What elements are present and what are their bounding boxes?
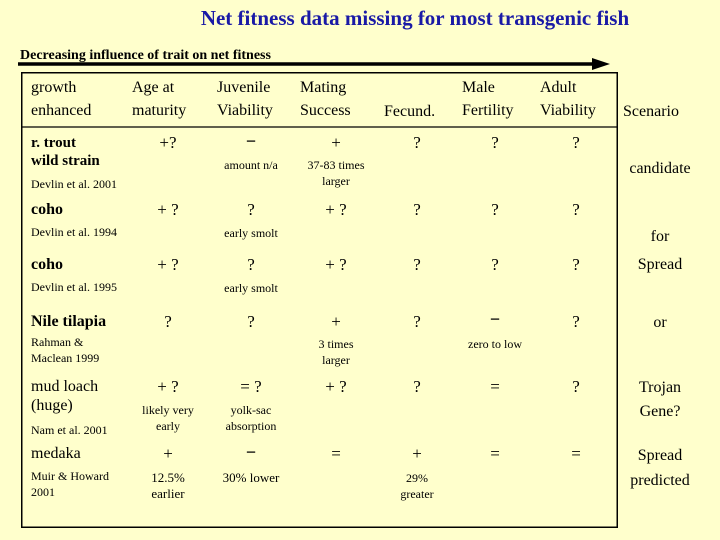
adult-value: ?: [572, 377, 580, 396]
adult-value: =: [571, 444, 581, 463]
age-value: + ?: [157, 377, 179, 396]
row-ref: Nam et al. 2001: [31, 423, 108, 437]
age-note: 12.5% earlier: [151, 470, 185, 501]
scenario-text: Gene?: [639, 403, 681, 420]
row-name-nile-tilapia: Nile tilapia: [31, 313, 107, 330]
juvenile-note: yolk-sac absorption: [225, 403, 277, 434]
mating-value: =: [331, 444, 341, 463]
header-age-at-maturity: Age at maturity: [132, 79, 187, 120]
scenario-text: predicted: [630, 472, 690, 489]
mating-value: +: [331, 133, 341, 152]
scenario-text: or: [653, 314, 667, 331]
juvenile-value: = ?: [240, 377, 262, 396]
adult-value: ?: [572, 255, 580, 274]
mating-note: 37-83 times larger: [307, 158, 365, 189]
male-value: ?: [491, 255, 499, 274]
row-ref: Rahman & Maclean 1999: [31, 335, 100, 366]
row-name-medaka: medaka: [31, 445, 81, 462]
scenario-text: Spread: [637, 256, 683, 273]
juvenile-value: −: [245, 131, 257, 151]
header-adult-viability: Adult Viability: [540, 79, 596, 120]
adult-value: ?: [572, 312, 580, 331]
fecund-value: ?: [413, 377, 421, 396]
header-male-fertility: Male Fertility: [462, 79, 514, 120]
row-name-mud-loach: mud loach (huge): [31, 378, 99, 415]
mating-value: + ?: [325, 255, 347, 274]
adult-value: ?: [572, 133, 580, 152]
scenario-text: Spread: [637, 447, 683, 464]
mating-value: + ?: [325, 200, 347, 219]
header-juvenile-viability: Juvenile Viability: [217, 79, 273, 120]
trend-arrow: [18, 58, 610, 70]
juvenile-note: amount n/a: [224, 158, 278, 172]
juvenile-note: early smolt: [224, 281, 278, 295]
row-ref: Devlin et al. 1994: [31, 225, 117, 239]
fecund-note: 29% greater: [400, 471, 434, 502]
row-name-r-trout: r. trout wild strain: [31, 135, 100, 169]
juvenile-value: ?: [247, 255, 255, 274]
fecund-value: +: [412, 444, 422, 463]
fecund-value: ?: [413, 133, 421, 152]
age-note: likely very early: [142, 403, 194, 434]
age-value: +?: [159, 133, 177, 152]
male-value: ?: [491, 200, 499, 219]
row-name-coho: coho: [31, 201, 63, 218]
age-value: + ?: [157, 255, 179, 274]
male-note: zero to low: [468, 337, 522, 351]
header-row-label: growth enhanced: [31, 79, 92, 120]
scenario-text: candidate: [629, 160, 691, 177]
row-ref: Muir & Howard 2001: [31, 469, 109, 500]
scenario-text: Trojan: [638, 379, 682, 396]
page-title: Net fitness data missing for most transgenic fish: [200, 6, 630, 30]
row-name-coho: coho: [31, 256, 63, 273]
mating-value: +: [331, 312, 341, 331]
mating-note: 3 times larger: [318, 337, 354, 368]
fecund-value: ?: [413, 255, 421, 274]
scenario-text: for: [650, 228, 670, 245]
age-value: + ?: [157, 200, 179, 219]
age-value: ?: [164, 312, 172, 331]
juvenile-value: ?: [247, 312, 255, 331]
header-fecundity: Fecund.: [384, 103, 436, 120]
header-scenario: Scenario: [623, 103, 679, 120]
fecund-value: ?: [413, 200, 421, 219]
juvenile-value: −: [245, 442, 257, 462]
juvenile-note: 30% lower: [222, 470, 280, 485]
header-mating-success: Mating Success: [300, 79, 351, 120]
juvenile-note: early smolt: [224, 226, 278, 240]
juvenile-value: ?: [247, 200, 255, 219]
male-value: ?: [491, 133, 499, 152]
male-value: =: [490, 444, 500, 463]
trend-caption: Decreasing influence of trait on net fitness: [20, 48, 271, 63]
row-ref: Devlin et al. 1995: [31, 280, 117, 294]
male-value: −: [489, 309, 501, 329]
male-value: =: [490, 377, 500, 396]
age-value: +: [163, 444, 173, 463]
adult-value: ?: [572, 200, 580, 219]
fecund-value: ?: [413, 312, 421, 331]
mating-value: + ?: [325, 377, 347, 396]
fitness-table: [21, 72, 691, 528]
row-ref: Devlin et al. 2001: [31, 177, 117, 191]
